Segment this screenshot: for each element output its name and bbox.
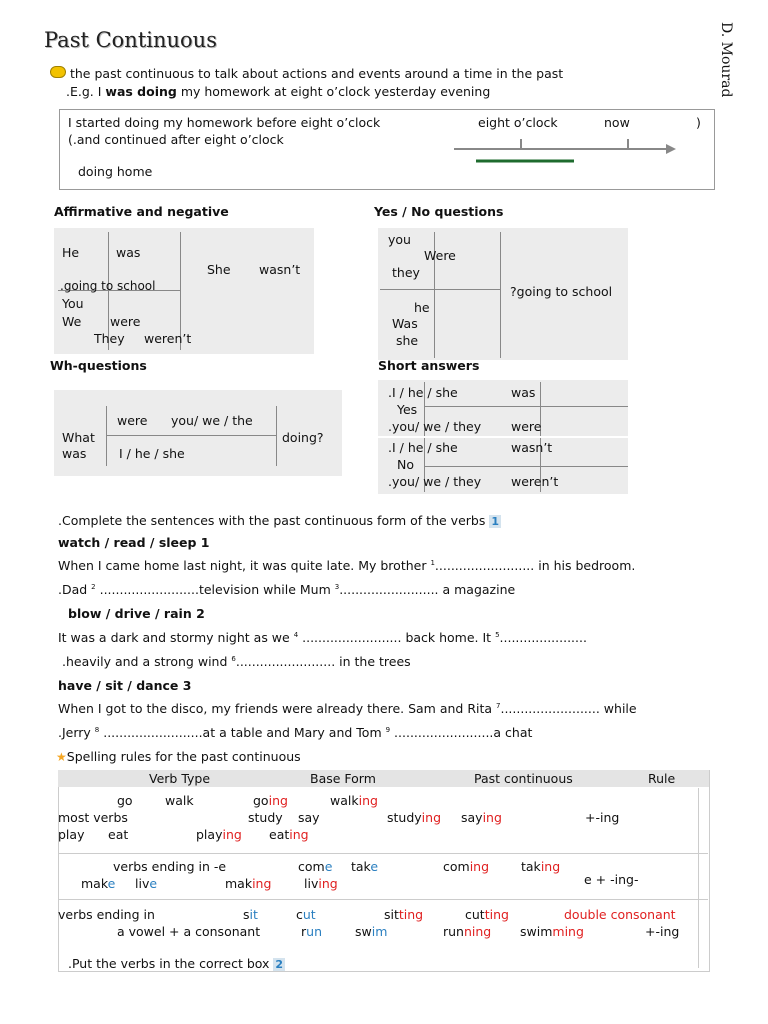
past-coming: coming	[443, 859, 490, 874]
past-sitting: sitting	[384, 907, 424, 922]
type-vowel-consonant-2: a vowel + a consonant	[117, 924, 261, 939]
exercise1-instruction: .Complete the sentences with the past continuous form of the verbs 1	[58, 513, 499, 528]
wh-what: What	[62, 430, 95, 445]
rule-double-consonant: double consonant	[564, 907, 676, 922]
exercise1-sentence-3: It was a dark and stormy night as we $^4$ ......................... back home. It $^5$......................	[58, 630, 587, 645]
wh-i-he-she: I / he / she	[119, 446, 185, 461]
yn-you: you	[388, 232, 411, 247]
timeline-label-eight: eight o’clock	[478, 115, 558, 130]
yn-going: ?going to school	[510, 284, 613, 299]
past-saying: saying	[461, 810, 502, 825]
wh-were: were	[117, 413, 148, 428]
col-past-continuous: Past continuous	[474, 771, 573, 786]
exercise1-group2-heading: blow / drive / rain 2	[68, 606, 205, 621]
past-eating: eating	[269, 827, 309, 842]
yn-they: they	[392, 265, 420, 280]
short-no: No	[397, 457, 414, 472]
timeline-text-1: I started doing my homework before eight o’clock	[68, 115, 381, 130]
short-r3b: wasn’t	[511, 440, 553, 455]
short-r2a: .you/ we / they	[388, 419, 482, 434]
base-live: live	[135, 876, 158, 891]
aff-she: She	[207, 262, 231, 277]
short-r1b: was	[511, 385, 536, 400]
wh-was: was	[62, 446, 87, 461]
exercise2-number: 2	[275, 958, 284, 971]
timeline-text-3: doing home	[78, 164, 153, 179]
base-sit: sit	[243, 907, 258, 922]
short-r4a: .you/ we / they	[388, 474, 482, 489]
aff-we: We	[62, 314, 82, 329]
aff-they: They	[94, 331, 125, 346]
exercise1-sentence-1: When I came home last night, it was quite late. My brother $^1$......................... in his bedroom.	[58, 558, 636, 573]
base-cut: cut	[296, 907, 316, 922]
aff-you: You	[62, 296, 84, 311]
wh-you-we-the: you/ we / the	[171, 413, 253, 428]
base-say: say	[298, 810, 320, 825]
past-studying: studying	[387, 810, 442, 825]
past-making: making	[225, 876, 272, 891]
type-most-verbs: most verbs	[58, 810, 128, 825]
timeline-text-2: (.and continued after eight o’clock	[68, 132, 284, 147]
exercise2-instruction: .Put the verbs in the correct box 2	[68, 956, 284, 971]
aff-were: were	[110, 314, 141, 329]
exercise1-number: 1	[491, 515, 499, 528]
star-icon: ★	[56, 750, 67, 764]
rule-ing: +-ing	[585, 810, 620, 825]
short-r3a: .I / he / she	[388, 440, 458, 455]
short-r4b: weren’t	[511, 474, 559, 489]
short-r1a: .I / he / she	[388, 385, 458, 400]
base-make: make	[81, 876, 116, 891]
past-running: running	[443, 924, 492, 939]
page-title: Past Continuous	[44, 28, 217, 52]
yn-he: he	[414, 300, 430, 315]
base-run: run	[301, 924, 322, 939]
timeline-arrow	[450, 134, 680, 166]
rule-ing-2: +-ing	[645, 924, 680, 939]
aff-was: was	[116, 245, 141, 260]
exercise1-sentence-6: .Jerry $^8$ .........................at a table and Mary and Tom $^9$ .........................a chat	[58, 725, 533, 740]
col-base-form: Base Form	[310, 771, 376, 786]
rule-e-ing: e + -ing-	[584, 872, 639, 887]
base-take: take	[351, 859, 379, 874]
type-vowel-consonant-1: verbs ending in	[58, 907, 155, 922]
short-yes: Yes	[397, 402, 418, 417]
base-study: study	[248, 810, 283, 825]
base-walk: walk	[165, 793, 194, 808]
exercise1-sentence-5: When I got to the disco, my friends were already there. Sam and Rita $^7$......................... while	[58, 701, 637, 716]
intro-line-2: .E.g. I was doing my homework at eight o’clock yesterday evening	[66, 84, 491, 99]
base-swim: swim	[355, 924, 388, 939]
timeline-label-now: now	[604, 115, 630, 130]
exercise1-sentence-2: .Dad $^2$ .........................television while Mum $^3$......................... a magazine	[58, 582, 516, 597]
aff-wasnt: wasn’t	[259, 262, 301, 277]
past-cutting: cutting	[465, 907, 509, 922]
yn-was: Was	[392, 316, 418, 331]
col-rule: Rule	[648, 771, 676, 786]
short-r2b: were	[511, 419, 542, 434]
past-going: going	[253, 793, 288, 808]
past-living: living	[304, 876, 338, 891]
col-verb-type: Verb Type	[149, 771, 211, 786]
wh-heading: Wh-questions	[50, 358, 147, 373]
base-go: go	[117, 793, 133, 808]
past-taking: taking	[521, 859, 561, 874]
aff-going: .going to school	[60, 279, 156, 293]
timeline-paren: )	[696, 115, 701, 130]
intro-line-1: the past continuous to talk about actions and events around a time in the past	[50, 66, 563, 81]
exercise1-sentence-4: .heavily and a strong wind $^6$......................... in the trees	[62, 654, 411, 669]
yn-she: she	[396, 333, 419, 348]
yn-were: Were	[424, 248, 456, 263]
base-eat: eat	[108, 827, 129, 842]
aff-he: He	[62, 245, 80, 260]
base-play: play	[58, 827, 85, 842]
short-heading: Short answers	[378, 358, 480, 373]
wh-doing: doing?	[282, 430, 324, 445]
past-swimming: swimming	[520, 924, 584, 939]
aff-werent: weren’t	[144, 331, 192, 346]
exercise1-group1-heading: watch / read / sleep 1	[58, 535, 210, 550]
past-walking: walking	[330, 793, 378, 808]
spelling-heading: ★Spelling rules for the past continuous	[56, 749, 301, 764]
affirmative-heading: Affirmative and negative	[54, 204, 229, 219]
base-come: come	[298, 859, 333, 874]
lightbulb-icon	[50, 66, 66, 78]
past-playing: playing	[196, 827, 242, 842]
author-name: D. Mourad	[718, 22, 734, 98]
type-ending-e: verbs ending in -e	[113, 859, 227, 874]
exercise1-group3-heading: have / sit / dance 3	[58, 678, 192, 693]
yesno-heading: Yes / No questions	[374, 204, 504, 219]
